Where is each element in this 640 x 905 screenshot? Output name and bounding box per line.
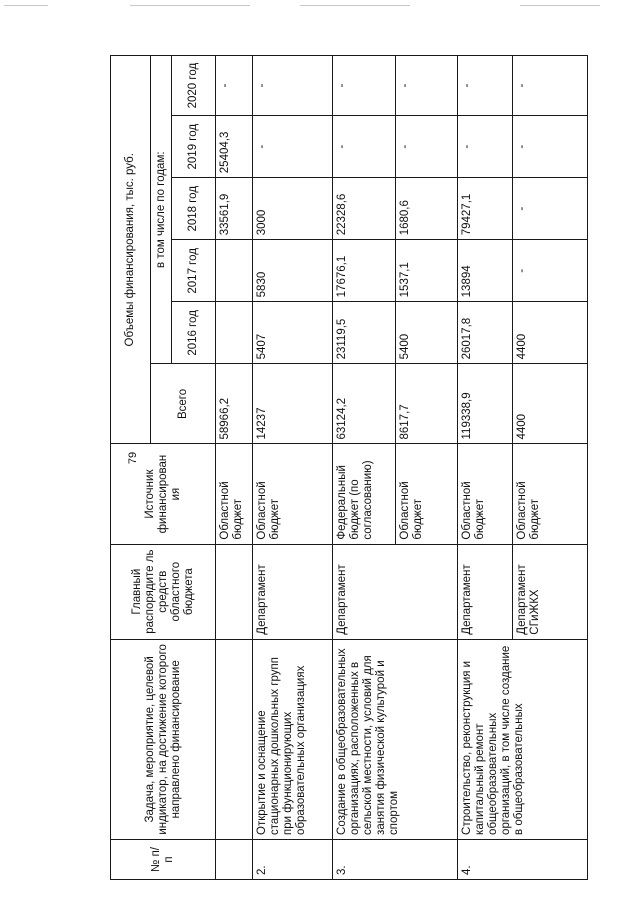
header-by-years: в том числе по годам:: [151, 56, 172, 364]
cell-2020: -: [396, 56, 458, 116]
cell-2020: -: [253, 56, 333, 116]
header-manager: Главный распорядите ль средств областного бюджета: [111, 544, 216, 639]
financing-table: [110, 55, 588, 880]
header-volumes: Объемы финансирования, тыс. руб.: [111, 56, 151, 445]
header-year-2020: 2020 год: [172, 56, 216, 116]
cell-2017: [216, 240, 253, 302]
table-row: [253, 56, 333, 880]
cell-manager: Департамент: [333, 544, 458, 639]
cell-2016: 23119,5: [333, 302, 396, 364]
cell-manager: [216, 544, 253, 639]
cell-task: Открытие и оснащение стационарных дошкольных групп при функционирующих образовательных организациях: [253, 639, 333, 839]
cell-2016: 26017,8: [458, 302, 513, 364]
cell-2017: 5830: [253, 240, 333, 302]
cell-2018: 3000: [253, 178, 333, 240]
header-year-2016: 2016 год: [172, 302, 216, 364]
cell-2017: 17676,1: [333, 240, 396, 302]
cell-num: 3.: [333, 839, 458, 879]
cell-2020: -: [458, 56, 513, 116]
cell-source: Областной бюджет: [253, 444, 333, 544]
cell-num: 2.: [253, 839, 333, 879]
cell-total: 8617,7: [396, 364, 458, 444]
header-number: № п/п: [111, 839, 216, 879]
cell-2020: -: [216, 56, 253, 116]
cell-2019: -: [253, 116, 333, 178]
rotated-table-container: [110, 55, 635, 880]
cell-manager: Департамент СГиЖКХ: [513, 544, 588, 639]
cell-2017: -: [513, 240, 588, 302]
header-task: Задача, мероприятие, целевой индикатор, на достижение которого направлено финансирование: [111, 639, 216, 839]
cell-2018: -: [513, 178, 588, 240]
cell-manager: Департамент: [253, 544, 333, 639]
table-row: [333, 56, 396, 880]
cell-2020: -: [333, 56, 396, 116]
cell-manager: Департамент: [458, 544, 513, 639]
cell-total: 119338,9: [458, 364, 513, 444]
header-year-2019: 2019 год: [172, 116, 216, 178]
cell-source: Областной бюджет: [396, 444, 458, 544]
cell-num: [216, 839, 253, 879]
table-row: [458, 56, 513, 880]
cell-2018: 79427,1: [458, 178, 513, 240]
cell-total: 58966,2: [216, 364, 253, 444]
scan-artifact: [300, 5, 410, 6]
cell-2016: 5407: [253, 302, 333, 364]
cell-2019: 25404,3: [216, 116, 253, 178]
cell-source: Областной бюджет: [216, 444, 253, 544]
header-total: Всего: [151, 364, 216, 444]
table-row: [216, 56, 253, 880]
cell-num: 4.: [458, 839, 588, 879]
cell-2017: 13894: [458, 240, 513, 302]
cell-2016: [216, 302, 253, 364]
cell-task: Создание в общеобразовательных организациях, расположенных в сельской местности, условий для занятия физической культурой и спортом: [333, 639, 458, 839]
cell-source: Областной бюджет: [513, 444, 588, 544]
cell-source: Областной бюджет: [458, 444, 513, 544]
scan-artifact: [520, 5, 600, 6]
cell-task: Строительство, реконструкция и капитальный ремонт общеобразовательных организаций, в том числе создание в общеобразовательных: [458, 639, 588, 839]
cell-2018: 22328,6: [333, 178, 396, 240]
cell-2019: -: [458, 116, 513, 178]
header-year-2018: 2018 год: [172, 178, 216, 240]
cell-total: 63124,2: [333, 364, 396, 444]
scan-artifact: [4, 5, 48, 6]
header-year-2017: 2017 год: [172, 240, 216, 302]
header-source: Источник финансирован ия: [111, 444, 216, 544]
cell-task: [216, 639, 253, 839]
page-number: 79: [127, 451, 139, 465]
cell-2019: -: [396, 116, 458, 178]
cell-2020: -: [513, 56, 588, 116]
cell-2018: 1680,6: [396, 178, 458, 240]
cell-2018: 33561,9: [216, 178, 253, 240]
cell-2019: -: [513, 116, 588, 178]
cell-2016: 5400: [396, 302, 458, 364]
cell-total: 4400: [513, 364, 588, 444]
scan-artifact: [130, 5, 250, 6]
cell-source: Федеральный бюджет (по согласованию): [333, 444, 396, 544]
cell-2016: 4400: [513, 302, 588, 364]
cell-2017: 1537,1: [396, 240, 458, 302]
cell-total: 14237: [253, 364, 333, 444]
cell-2019: -: [333, 116, 396, 178]
